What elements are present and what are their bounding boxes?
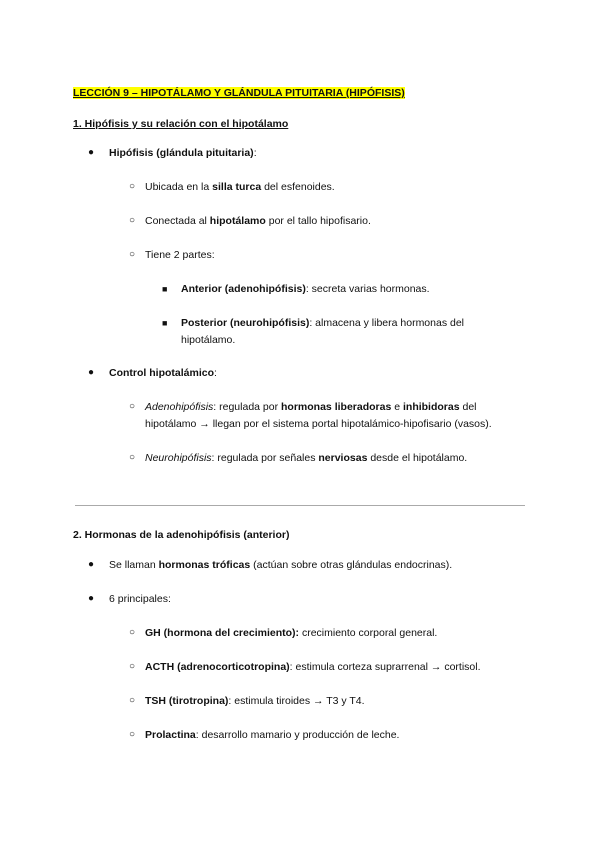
bullet-level1: ● <box>88 559 95 570</box>
item-troficas-bold: hormonas tróficas <box>158 559 251 571</box>
item-ubicada-post: del esfenoides. <box>261 181 335 193</box>
bullet-level2: ○ <box>129 452 136 463</box>
hormone-description: : estimula tiroides → T3 y T4. <box>228 695 365 707</box>
section-1-heading: 1. Hipófisis y su relación con el hipotálamo <box>73 118 289 130</box>
item-conectada-bold: hipotálamo <box>209 215 266 227</box>
bullet-level3: ■ <box>162 318 168 328</box>
section-2-heading: 2. Hormonas de la adenohipófisis (anterior) <box>73 529 290 541</box>
hormone-description: crecimiento corporal general. <box>299 627 438 639</box>
item-ubicada <box>145 180 335 194</box>
item-anterior-rest: : secreta varias hormonas. <box>305 283 430 295</box>
item-posterior-rest: : almacena y libera hormonas del <box>309 317 465 329</box>
item-posterior-line2: hipotálamo. <box>181 334 236 346</box>
item-control-bold: Control hipotalámico <box>109 367 214 379</box>
item-troficas-post: (actúan sobre otras glándulas endocrinas). <box>250 559 453 571</box>
bullet-level2: ○ <box>129 215 136 226</box>
item-hipofisis-rest: : <box>253 147 257 159</box>
item-conectada <box>145 214 371 228</box>
item-adeno-line2: hipotálamo → llegan por el sistema portal hipotalámico-hipofisario (vasos). <box>145 418 492 430</box>
item-partes: Tiene 2 partes: <box>145 249 215 261</box>
item-conectada-post: por el tallo hipofisario. <box>265 215 371 227</box>
hormone-item <box>145 694 365 708</box>
hormone-item <box>145 728 399 742</box>
item-adeno-bold1: hormonas liberadoras <box>281 401 392 413</box>
hormone-name: Prolactina <box>145 729 196 741</box>
bullet-level2: ○ <box>129 401 136 412</box>
item-hipofisis <box>109 146 257 160</box>
item-posterior <box>181 316 464 330</box>
bullet-level2: ○ <box>129 249 136 260</box>
lesson-title <box>73 86 405 100</box>
item-neuro-post: desde el hipotálamo. <box>367 452 468 464</box>
item-posterior-bold: Posterior (neurohipófisis) <box>181 317 310 329</box>
bullet-level2: ○ <box>129 729 136 740</box>
item-troficas-pre: Se llaman <box>109 559 159 571</box>
item-anterior <box>181 282 430 296</box>
bullet-level2: ○ <box>129 627 136 638</box>
item-neuro-italic: Neurohipófisis <box>145 452 212 464</box>
lesson-title-text: LECCIÓN 9 – HIPOTÁLAMO Y GLÁNDULA PITUITARIA (HIPÓFISIS) <box>73 87 405 99</box>
item-adeno <box>145 400 477 414</box>
item-anterior-bold: Anterior (adenohipófisis) <box>181 283 306 295</box>
item-neuro-bold: nerviosas <box>318 452 368 464</box>
item-adeno-bold2: inhibidoras <box>402 401 460 413</box>
hormone-name: ACTH (adrenocorticotropina) <box>145 661 290 673</box>
hormone-item <box>145 660 481 674</box>
item-hipofisis-bold: Hipófisis (glándula pituitaria) <box>109 147 254 159</box>
bullet-level2: ○ <box>129 181 136 192</box>
item-adeno-post: del <box>459 401 477 413</box>
item-neuro-pre: : regulada por señales <box>211 452 319 464</box>
horizontal-divider <box>75 505 525 506</box>
item-troficas <box>109 558 452 572</box>
hormone-name: TSH (tirotropina) <box>145 695 229 707</box>
item-adeno-italic: Adenohipófisis <box>145 401 214 413</box>
item-neuro <box>145 451 467 465</box>
bullet-level1: ● <box>88 147 95 158</box>
bullet-level1: ● <box>88 367 95 378</box>
hormone-description: : desarrollo mamario y producción de leche. <box>195 729 400 741</box>
hormone-description: : estimula corteza suprarrenal → cortisol. <box>289 661 481 673</box>
hormone-item <box>145 626 437 640</box>
item-ubicada-bold: silla turca <box>212 181 262 193</box>
item-control-rest: : <box>214 367 217 379</box>
item-conectada-pre: Conectada al <box>145 215 210 227</box>
bullet-level2: ○ <box>129 661 136 672</box>
item-ubicada-pre: Ubicada en la <box>145 181 213 193</box>
bullet-level2: ○ <box>129 695 136 706</box>
bullet-level3: ■ <box>162 284 168 294</box>
item-adeno-mid: e <box>391 401 403 413</box>
hormone-name: GH (hormona del crecimiento): <box>145 627 300 639</box>
item-principales: 6 principales: <box>109 593 171 605</box>
bullet-level1: ● <box>88 593 95 604</box>
item-control <box>109 366 217 380</box>
item-adeno-pre: : regulada por <box>213 401 282 413</box>
